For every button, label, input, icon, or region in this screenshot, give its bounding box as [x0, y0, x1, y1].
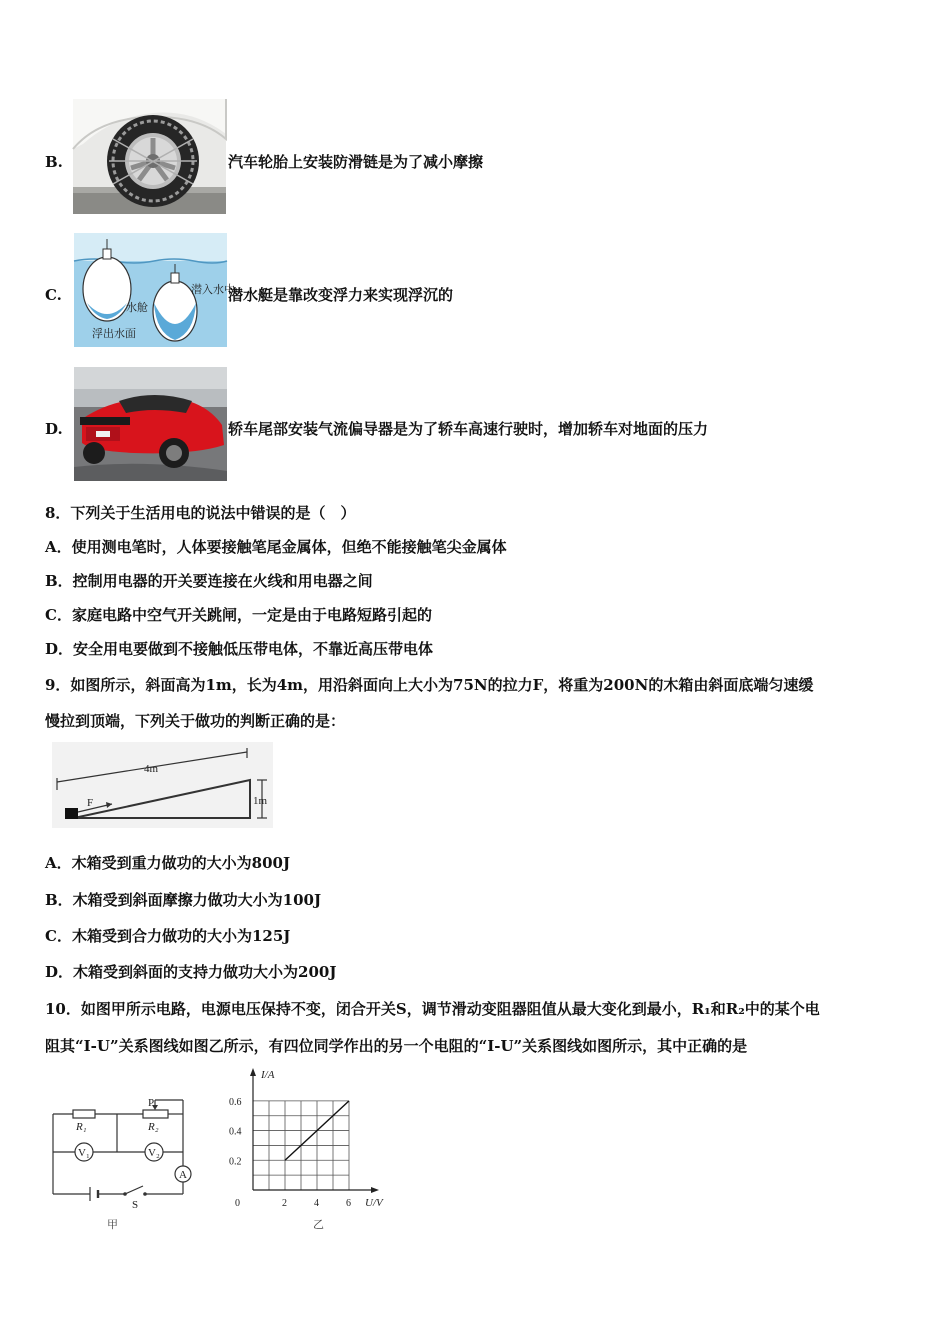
option-c-label: C.	[45, 286, 62, 304]
option-c-text: 潜水艇是靠改变浮力来实现浮沉的	[228, 286, 454, 304]
circuit-caption: 甲	[107, 1219, 118, 1231]
q8-stem: 8．下列关于生活用电的说法中错误的是（ ）	[45, 504, 356, 522]
submarine-diagram	[74, 233, 235, 347]
q10-stem-line1: 10．如图甲所示电路，电源电压保持不变，闭合开关S，调节滑动变阻器阻值从最大变化到最小，R₁和R₂中的某个电	[45, 1000, 820, 1018]
x-axis-label: U/V	[365, 1197, 383, 1209]
q8-option-a: A．使用测电笔时，人体要接触笔尾金属体，但绝不能接触笔尖金属体	[45, 538, 507, 556]
v2-meter-label: V₂	[148, 1147, 160, 1159]
y-axis-arrow	[250, 1068, 256, 1076]
q9-option-b: B．木箱受到斜面摩擦力做功大小为100J	[45, 891, 322, 909]
q9-option-c: C．木箱受到合力做功的大小为125J	[45, 927, 291, 945]
r1-label: R₁	[76, 1121, 87, 1133]
incline-figure	[52, 742, 273, 828]
q10-stem-line2: 阻其“I-U”关系图线如图乙所示，有四位同学作出的另一个电阻的“I-U”关系图线如图所示，其中正确的是	[45, 1037, 748, 1055]
submarine-image	[74, 233, 235, 347]
circuit-figure	[45, 1094, 205, 1234]
option-d-text: 轿车尾部安装气流偏导器是为了轿车高速行驶时，增加轿车对地面的压力	[228, 420, 709, 438]
incline-height-label: 1m	[253, 795, 268, 807]
q8-option-c: C．家庭电路中空气开关跳闸，一定是由于电路短路引起的	[45, 606, 432, 624]
v1-meter-label: V₁	[78, 1147, 90, 1159]
q9-option-a: A．木箱受到重力做功的大小为800J	[45, 854, 291, 872]
circuit-diagram	[45, 1094, 205, 1234]
force-label: F	[87, 797, 94, 809]
x-tick-label: 2	[282, 1198, 287, 1209]
incline-length-label: 4m	[144, 763, 159, 775]
sports-car-image	[74, 367, 227, 481]
y-tick-label: 0.2	[229, 1156, 242, 1168]
tire-chain-image	[73, 99, 226, 214]
x-tick-label: 4	[314, 1198, 319, 1209]
ammeter-label: A	[179, 1169, 187, 1181]
option-b-text: 汽车轮胎上安装防滑链是为了减小摩擦	[228, 153, 484, 171]
x-axis-arrow	[371, 1187, 379, 1193]
q9-option-d: D．木箱受到斜面的支持力做功大小为200J	[45, 963, 337, 981]
x-tick-label: 0	[235, 1198, 240, 1209]
q9-stem-line1: 9．如图所示，斜面高为1m，长为4m，用沿斜面向上大小为75N的拉力F，将重为200N的木箱由斜面底端匀速缓	[45, 676, 814, 694]
iu-graph-figure	[225, 1066, 385, 1236]
graph-caption: 乙	[313, 1219, 324, 1231]
submarine-label-tank: 水舱	[126, 302, 148, 314]
y-tick-label: 0.6	[229, 1096, 242, 1108]
submarine-label-submerge: 潜入水中	[191, 284, 235, 296]
submarine-label-surface: 浮出水面	[92, 328, 136, 340]
incline-diagram	[52, 742, 273, 828]
switch-label: S	[132, 1199, 139, 1211]
x-tick-label: 6	[346, 1198, 351, 1209]
q8-option-d: D．安全用电要做到不接触低压带电体，不靠近高压带电体	[45, 640, 434, 658]
slider-p-label: P	[148, 1097, 155, 1109]
tire-chain-photo	[73, 99, 226, 214]
y-axis-label: I/A	[261, 1069, 275, 1081]
q9-stem-line2: 慢拉到顶端，下列关于做功的判断正确的是：	[45, 712, 346, 730]
iu-chart	[225, 1066, 385, 1236]
q8-option-b: B．控制用电器的开关要连接在火线和用电器之间	[45, 572, 373, 590]
y-tick-label: 0.4	[229, 1126, 242, 1138]
option-b-label: B.	[45, 153, 63, 171]
r2-label: R₂	[148, 1121, 159, 1133]
sports-car-photo	[74, 367, 227, 481]
option-d-label: D.	[45, 420, 63, 438]
